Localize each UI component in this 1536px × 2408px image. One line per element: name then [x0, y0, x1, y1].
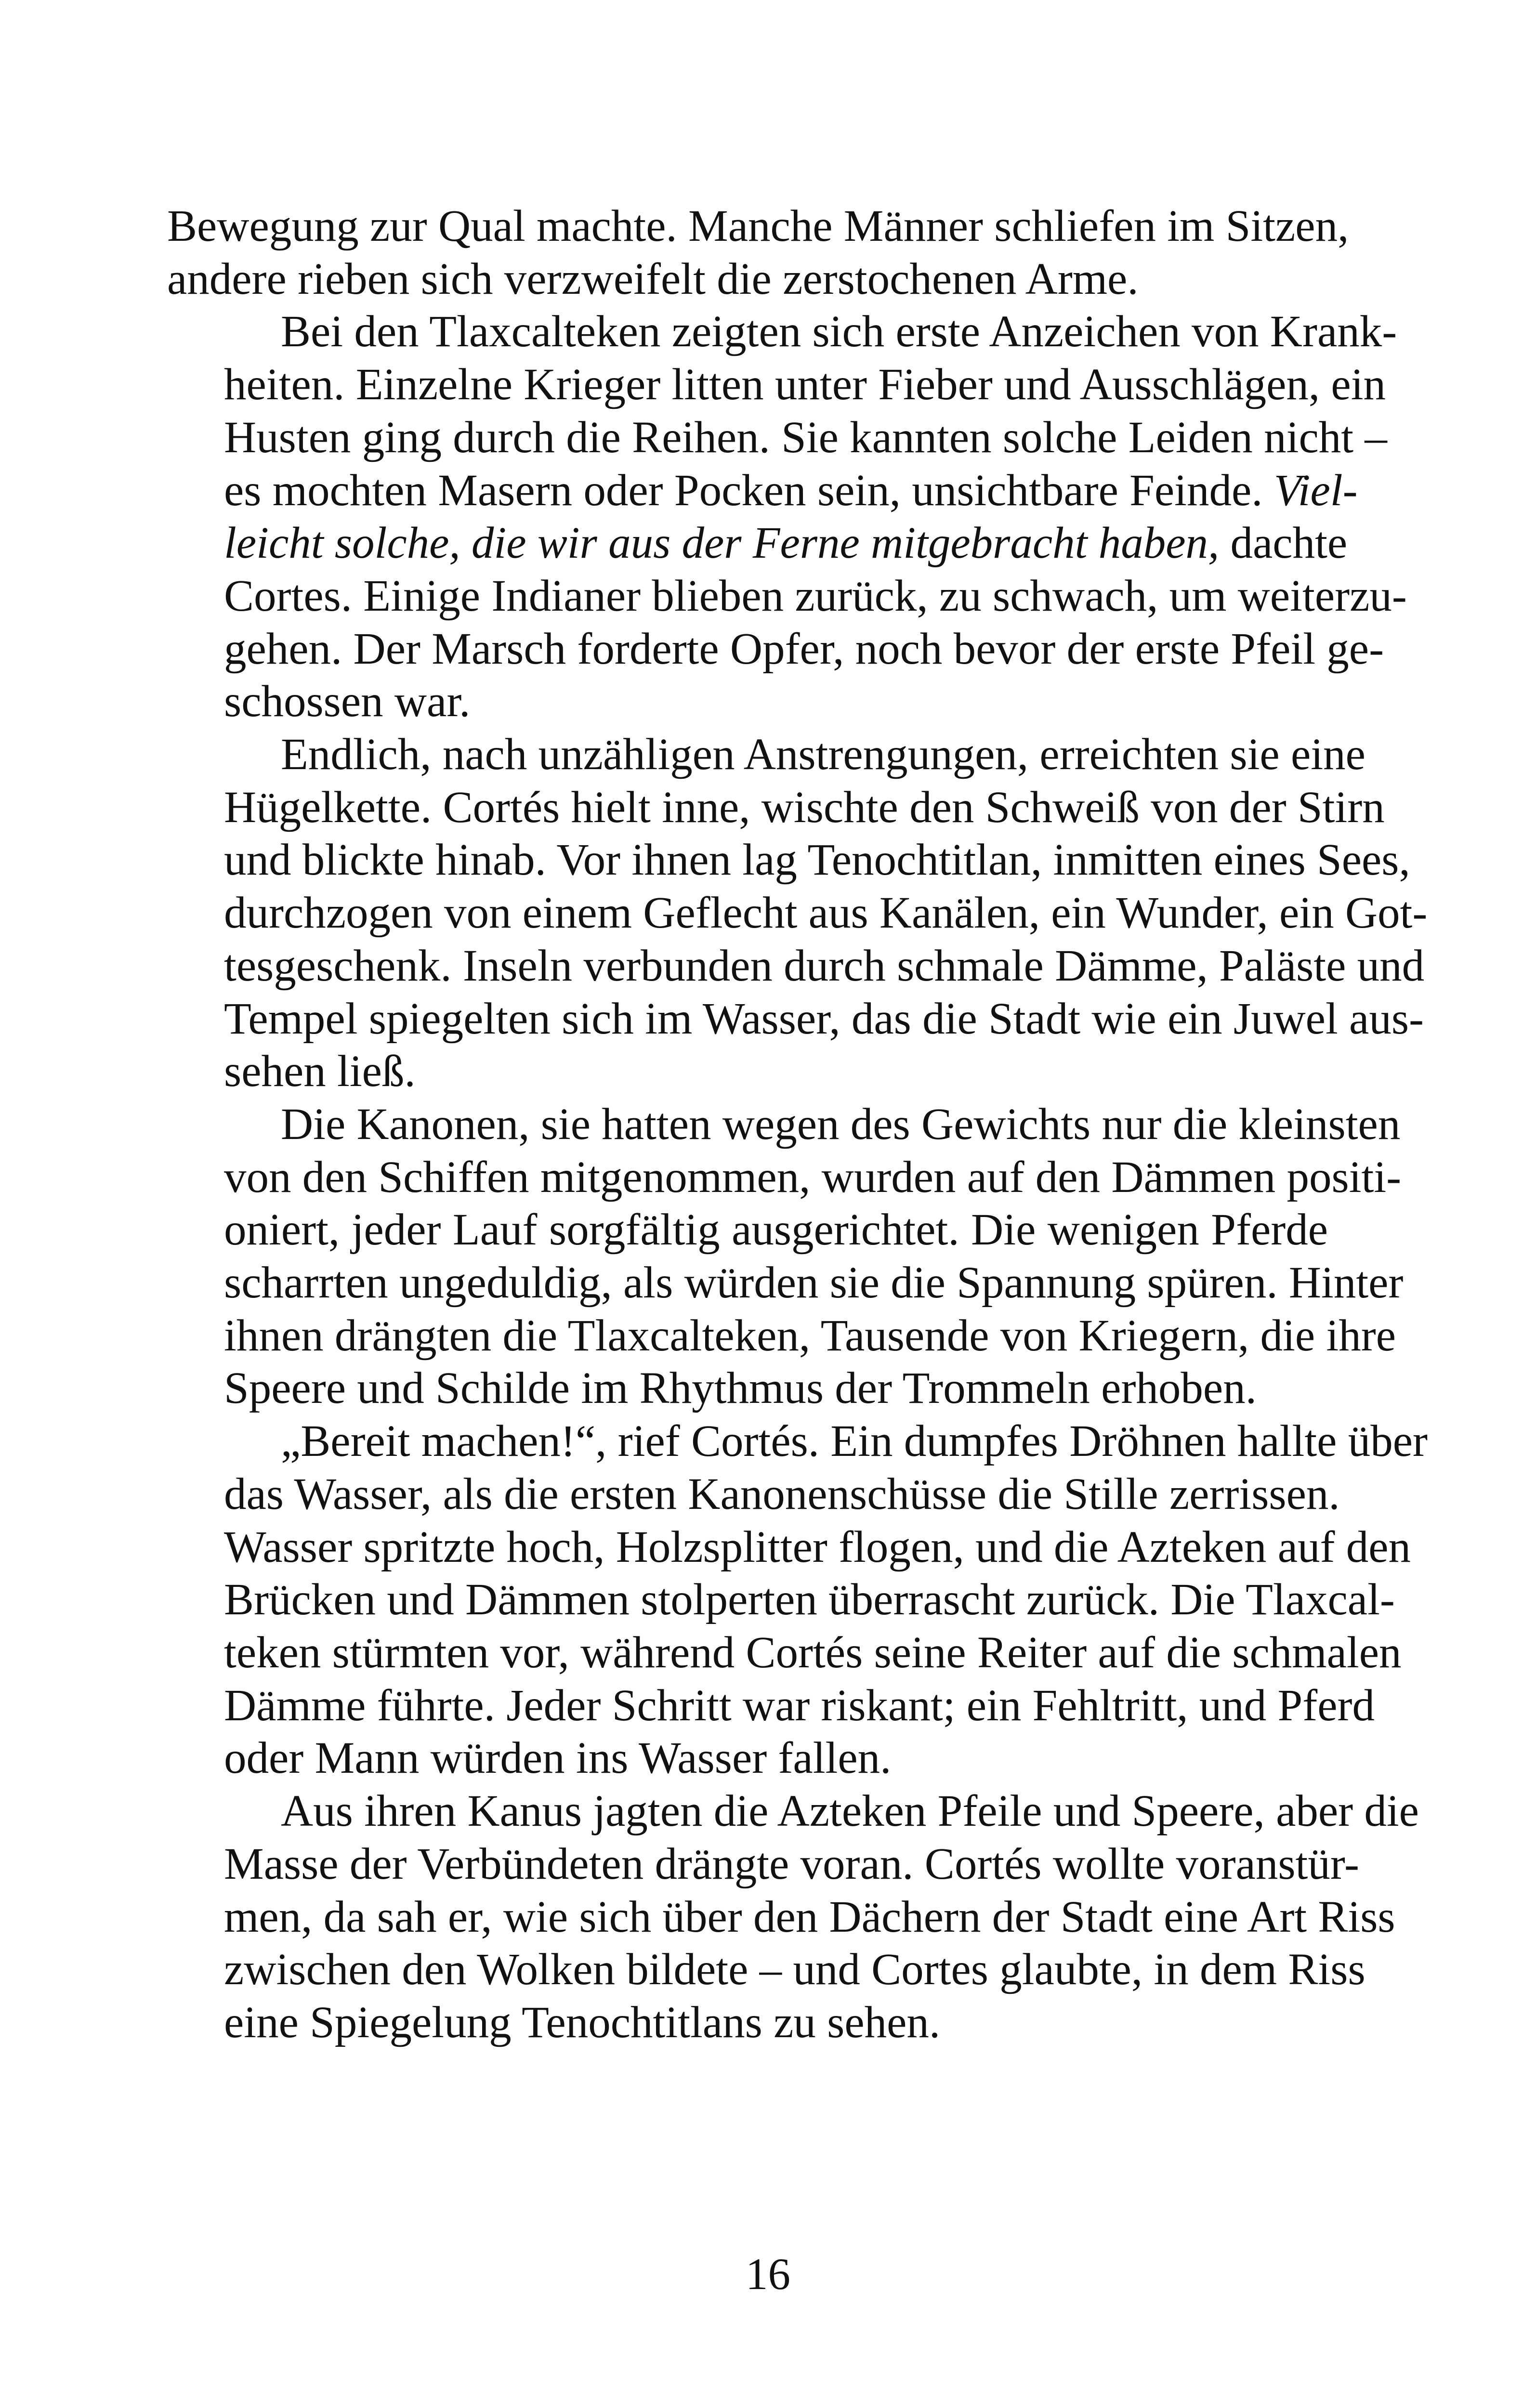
text-line: schossen war. — [224, 677, 471, 727]
text-line: Tempel spiegelten sich im Wasser, das die Stadt wie ein Juwel aus- — [224, 994, 1424, 1044]
text-line: gehen. Der Marsch forderte Opfer, noch bevor der erste Pfeil ge- — [224, 624, 1384, 674]
text-line: „Bereit machen!“, rief Cortés. Ein dumpfes Dröhnen hallte über — [281, 1416, 1428, 1466]
text-segment: dachte — [1219, 518, 1348, 568]
text-line: durchzogen von einem Geflecht aus Kanälen, ein Wunder, ein Got- — [224, 888, 1428, 938]
paragraph-1 — [167, 200, 1349, 305]
text-line: oder Mann würden ins Wasser fallen. — [224, 1733, 892, 1783]
text-line: und blickte hinab. Vor ihnen lag Tenochtitlan, inmitten eines Sees, — [224, 835, 1410, 885]
text-line: Husten ging durch die Reihen. Sie kannten solche Leiden nicht – — [224, 412, 1387, 462]
text-line: heiten. Einzelne Krieger litten unter Fieber und Ausschlägen, ein — [224, 360, 1386, 410]
text-line-mixed — [167, 464, 1358, 517]
text-line: Bei den Tlaxcalteken zeigten sich erste Anzeichen von Krank- — [281, 307, 1397, 357]
body-text — [167, 200, 1428, 2049]
italic-text-segment: leicht solche, die wir aus der Ferne mitgebracht haben, — [224, 518, 1220, 568]
text-line: andere rieben sich verzweifelt die zerstochenen Arme. — [167, 254, 1139, 304]
text-line: men, da sah er, wie sich über den Dächern der Stadt eine Art Riss — [224, 1892, 1395, 1942]
text-line: Masse der Verbündeten drängte voran. Cortés wollte voranstür- — [224, 1839, 1359, 1889]
text-line: Aus ihren Kanus jagten die Azteken Pfeile und Speere, aber die — [281, 1786, 1419, 1836]
text-line: eine Spiegelung Tenochtitlans zu sehen. — [224, 1997, 941, 2047]
text-line: Dämme führte. Jeder Schritt war riskant; ein Fehltritt, und Pferd — [224, 1680, 1375, 1730]
text-line: oniert, jeder Lauf sorgfältig ausgerichtet. Die wenigen Pferde — [224, 1205, 1328, 1255]
text-line: Cortes. Einige Indianer blieben zurück, zu schwach, um weiterzu- — [224, 571, 1407, 621]
paragraph-3 — [167, 728, 1428, 1098]
page-number: 16 — [746, 2250, 790, 2299]
text-line: Die Kanonen, sie hatten wegen des Gewichts nur die kleinsten — [281, 1099, 1401, 1149]
text-line: ihnen drängten die Tlaxcalteken, Tausende von Kriegern, die ihre — [224, 1310, 1396, 1361]
text-line: Hügelkette. Cortés hielt inne, wischte den Schweiß von der Stirn — [224, 782, 1385, 832]
italic-text-segment: Viel- — [1273, 465, 1358, 515]
text-line: Brücken und Dämmen stolperten überrascht zurück. Die Tlaxcal- — [224, 1575, 1395, 1625]
text-line: scharrten ungeduldig, als würden sie die Spannung spüren. Hinter — [224, 1258, 1404, 1308]
text-line: zwischen den Wolken bildete – und Cortes glaubte, in dem Riss — [224, 1945, 1365, 1995]
paragraph-4 — [167, 1098, 1404, 1415]
text-line: Endlich, nach unzähligen Anstrengungen, erreichten sie eine — [281, 730, 1365, 780]
text-line: teken stürmten vor, während Cortés seine Reiter auf die schmalen — [224, 1627, 1402, 1677]
text-line: tesgeschenk. Inseln verbunden durch schmale Dämme, Paläste und — [224, 941, 1425, 991]
text-line: das Wasser, als die ersten Kanonenschüsse die Stille zerrissen. — [224, 1469, 1340, 1519]
text-segment: es mochten Masern oder Pocken sein, unsichtbare Feinde. — [224, 465, 1274, 515]
text-line-mixed — [167, 517, 1348, 570]
paragraph-6 — [167, 1785, 1419, 2049]
text-line: Wasser spritzte hoch, Holzsplitter flogen, und die Azteken auf den — [224, 1522, 1411, 1572]
text-line: von den Schiffen mitgenommen, wurden auf den Dämmen positi- — [224, 1152, 1402, 1202]
paragraph-2 — [167, 305, 1407, 728]
text-line: Bewegung zur Qual machte. Manche Männer schliefen im Sitzen, — [167, 201, 1349, 251]
paragraph-5 — [167, 1415, 1428, 1785]
text-line: sehen ließ. — [224, 1047, 416, 1097]
text-line: Speere und Schilde im Rhythmus der Trommeln erhoben. — [224, 1363, 1257, 1413]
